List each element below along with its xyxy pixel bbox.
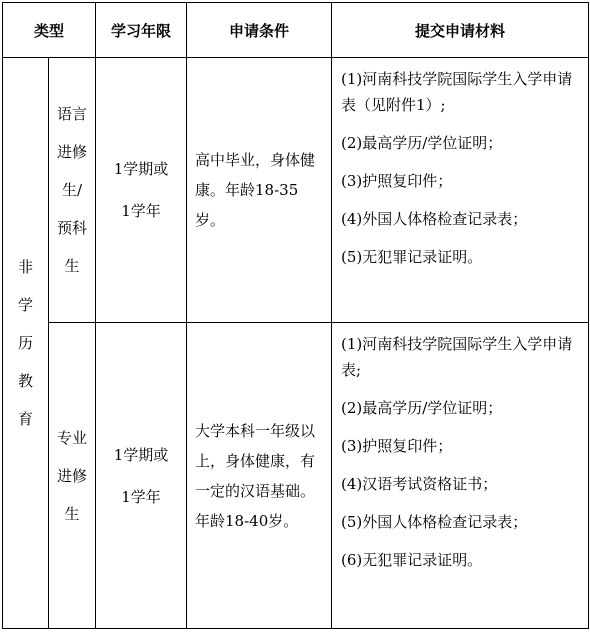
material-item: (4)汉语考试资格证书； xyxy=(341,475,498,493)
duration-line: 1学年 xyxy=(121,487,161,506)
program-cell xyxy=(49,323,96,629)
duration-cell xyxy=(96,58,187,323)
program-label: 语言进修生/预科生 xyxy=(56,105,87,275)
conditions-cell: 大学本科一年级以上，身体健康，有一定的汉语基础。年龄18-40岁。 xyxy=(187,323,332,629)
header-conditions: 申请条件 xyxy=(187,3,332,58)
materials-cell xyxy=(332,323,589,629)
header-duration: 学习年限 xyxy=(96,3,187,58)
material-item: (5)外国人体格检查记录表； xyxy=(341,513,528,531)
material-item: (5)无犯罪记录证明。 xyxy=(341,248,483,266)
header-type: 类型 xyxy=(3,3,96,58)
material-item: (2)最高学历/学位证明； xyxy=(341,399,503,417)
application-requirements-table xyxy=(2,2,589,629)
duration-line: 1学期或 xyxy=(113,445,169,464)
category-cell xyxy=(3,58,49,629)
conditions-cell: 高中毕业，身体健康。年龄18-35岁。 xyxy=(187,58,332,323)
header-materials: 提交申请材料 xyxy=(332,3,589,58)
material-item: (3)护照复印件； xyxy=(341,172,453,190)
duration-line: 1学年 xyxy=(121,202,161,220)
program-cell xyxy=(49,58,96,323)
duration-line: 1学期或 xyxy=(113,160,169,178)
program-label: 专业进修生 xyxy=(56,428,87,523)
table-row xyxy=(3,58,589,323)
material-item: (4)外国人体格检查记录表； xyxy=(341,210,528,228)
material-item: (2)最高学历/学位证明； xyxy=(341,134,503,152)
duration-cell xyxy=(96,323,187,629)
material-item: (1)河南科技学院国际学生入学申请表（见附件1）; xyxy=(341,70,573,114)
header-row xyxy=(3,3,589,58)
material-item: (3)护照复印件； xyxy=(341,437,453,455)
table-row xyxy=(3,323,589,629)
material-item: (6)无犯罪记录证明。 xyxy=(341,551,483,569)
material-item: (1)河南科技学院国际学生入学申请表; xyxy=(341,335,573,379)
category-label: 非学历教育 xyxy=(17,258,33,428)
materials-cell xyxy=(332,58,589,323)
